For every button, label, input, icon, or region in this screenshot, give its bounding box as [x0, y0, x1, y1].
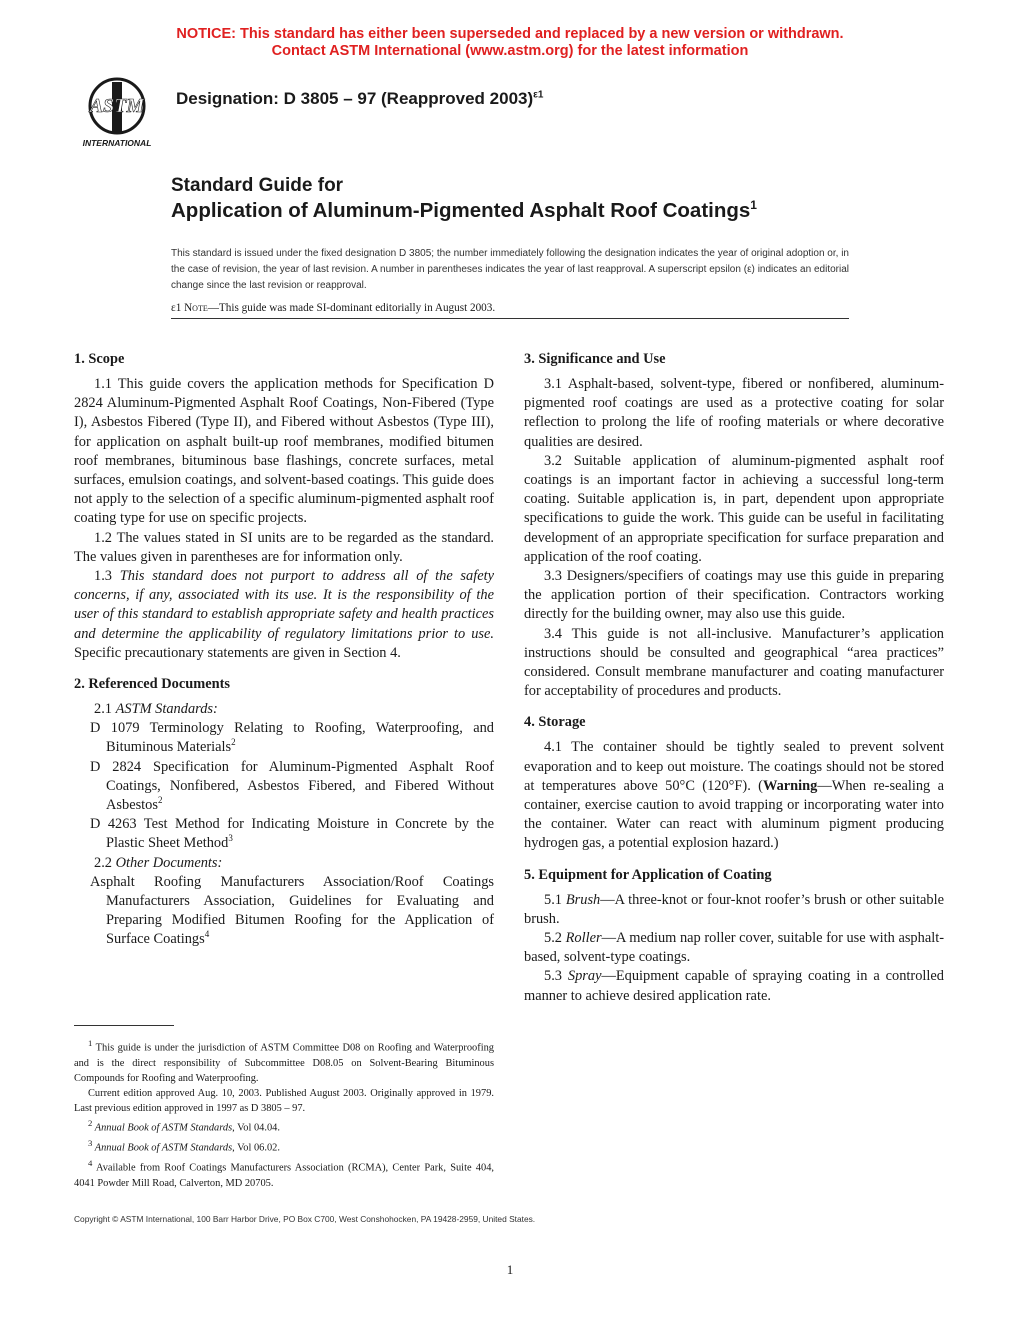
storage-4-1-text: 4.1 The container should be tightly sealed to prevent solvent evaporation and to keep out moisture. The coatings should not be stored at temperatures above 50°C (120°F). ( — [524, 739, 944, 794]
footnote-3-rest: , Vol 06.02. — [232, 1142, 280, 1154]
document-title: Application of Aluminum-Pigmented Asphalt Roof Coatings — [171, 198, 751, 222]
equipment-5-3-num: 5.3 — [544, 968, 568, 985]
right-column — [524, 350, 944, 1006]
notice-line-1: NOTICE: This standard has either been superseded and replaced by a new version or withdrawn. — [176, 26, 844, 42]
reference-d2824-mark: 2 — [157, 795, 163, 806]
copyright: Copyright © ASTM International, 100 Barr Harbor Drive, PO Box C700, West Conshohocken, PA 19428-2959, United States. — [74, 1214, 536, 1224]
significance-3-2: 3.2 Suitable application of aluminum-pigmented asphalt roof coatings is an important factor in achieving a successful long-term coating. Suitable application is, in part, dependent upon appropriate specifications to guide the work. This guide can be useful in facilitating development of an appropriate specification for surface preparation and application of the roof coating. — [524, 452, 944, 565]
significance-3-4: 3.4 This guide is not all-inclusive. Manufacturer’s application instructions should be consulted and geographical “area practices” considered. Consult membrane manufacturer and coating manufacturer for acceptability of procedures and products. — [524, 625, 944, 700]
equipment-5-1-term: Brush — [565, 891, 601, 908]
storage-4-1 — [524, 738, 944, 853]
editorial-note-text: —This guide was made SI-dominant editorially in August 2003. — [207, 302, 496, 314]
footnote-3-mark: 3 — [88, 1138, 93, 1149]
reference-d2824-text: D 2824 Specification for Aluminum-Pigmented Asphalt Roof Coatings, Nonfibered, Asbestos Fibered, and Fibered Without Asbestos — [90, 758, 494, 814]
referenced-2-2-num: 2.2 — [94, 854, 116, 871]
reference-arma-rcma-mark: 4 — [204, 929, 210, 940]
reference-arma-rcma — [90, 873, 494, 950]
footnote-1-edition: Current edition approved Aug. 10, 2003. Published August 2003. Originally approved in 1979. Last previous edition approved in 1997 as D 3805 – 97. — [74, 1088, 494, 1115]
designation-text: Designation: D 3805 – 97 (Reapproved 2003) — [176, 89, 534, 108]
designation — [176, 89, 543, 109]
scope-1-1: 1.1 This guide covers the application methods for Specification D 2824 Aluminum-Pigmented Asphalt Roof Coatings, Non-Fibered (Type I), Asbestos Fibered (Type II), and Fibered without Asbestos (Type III), for application on asphalt built-up roof membranes, modified bitumen roof membranes, bituminous base flashings, concrete surfaces, metal surfaces, emulsion coatings, and solvent-based coatings. This guide does not apply to the selection of a specific aluminum-pigmented asphalt roof coating type for use on specific projects. — [74, 376, 494, 527]
astm-logo — [74, 76, 160, 150]
referenced-2-1 — [74, 700, 494, 719]
footnote-3 — [74, 1136, 494, 1156]
equipment-5-1-text: —A three-knot or four-knot roofer’s brush or other suitable brush. — [524, 891, 944, 927]
storage-heading: 4. Storage — [524, 714, 586, 731]
footnote-3-title: Annual Book of ASTM Standards — [92, 1142, 233, 1154]
reference-arma-rcma-text: Asphalt Roofing Manufacturers Association/Roof Coatings Manufacturers Association, Guidelines for Evaluating and Preparing Modified Bitumen Roofing for the Application of Surface Coatings — [90, 873, 494, 948]
withdrawal-notice — [0, 26, 1020, 60]
storage-warning: Warning — [762, 777, 818, 794]
footnotes — [74, 1036, 494, 1191]
title-line-1: Standard Guide for — [171, 175, 344, 196]
footnote-1-mark: 1 — [88, 1038, 93, 1048]
issued-note: This standard is issued under the fixed designation D 3805; the number immediately following the designation indicates the year of original adoption or, in the case of revision, the year of last revision. A number in parentheses indicates the year of last reapproval. A superscript epsilon (ε) indicates an editorial change since the last revision or reapproval. — [171, 248, 849, 291]
equipment-5-2-term: Roller — [565, 930, 602, 947]
footnote-2-title: Annual Book of ASTM Standards — [92, 1122, 233, 1134]
equipment-5-3 — [524, 967, 944, 1005]
scope-1-3 — [74, 567, 494, 663]
equipment-5-2 — [524, 929, 944, 967]
astm-logo-mark — [74, 76, 160, 150]
referenced-heading: 2. Referenced Documents — [74, 676, 230, 693]
reference-d4263-text: D 4263 Test Method for Indicating Moisture in Concrete by the Plastic Sheet Method — [90, 816, 494, 852]
title-line-2 — [171, 198, 757, 223]
footnote-4-text: Available from Roof Coatings Manufacturers Association (RCMA), Center Park, Suite 404, 4041 Powder Mill Road, Calverton, MD 20705. — [74, 1162, 494, 1189]
reference-d1079 — [90, 719, 494, 757]
referenced-2-1-label: ASTM Standards: — [115, 701, 218, 718]
referenced-2-2-label: Other Documents: — [115, 854, 223, 871]
storage-4-1-rest: —When re-sealing a container, exercise caution to avoid trapping or incorporating water into the container. Water can react with aluminum pigment producing hydrogen gas, a potential explosion hazard.) — [524, 777, 944, 852]
reference-d2824 — [90, 758, 494, 816]
footnote-2 — [74, 1116, 494, 1136]
equipment-5-2-text: —A medium nap roller cover, suitable for use with asphalt-based, solvent-type coatings. — [524, 930, 945, 966]
reference-d1079-mark: 2 — [231, 737, 236, 748]
equipment-5-2-num: 5.2 — [544, 930, 566, 947]
footnote-rule — [74, 1025, 174, 1026]
significance-3-3: 3.3 Designers/specifiers of coatings may use this guide in preparing the application portion of their specification. Contractors working directly for the building owner, may also use this guide. — [524, 568, 944, 623]
footnote-1-text: This guide is under the jurisdiction of ASTM Committee D08 on Roofing and Waterproofing and is the direct responsibility of Subcommittee D08.05 on Solvent-Bearing Bituminous Compounds for Roofing and Waterproofing. — [74, 1042, 494, 1084]
significance-heading: 3. Significance and Use — [524, 351, 666, 367]
referenced-2-2 — [74, 854, 494, 873]
scope-1-3-rest: Specific precautionary statements are given in Section 4. — [74, 644, 401, 661]
reference-d1079-text: D 1079 Terminology Relating to Roofing, Waterproofing, and Bituminous Materials — [90, 720, 494, 756]
equipment-5-3-term: Spray — [567, 968, 602, 985]
equipment-5-1 — [524, 891, 944, 929]
notice-line-2: Contact ASTM International (www.astm.org) for the latest information — [271, 43, 749, 59]
scope-1-3-safety: This standard does not purport to address all of the safety concerns, if any, associated with its use. It is the responsibility of the user of this standard to establish appropriate safety and health practices and determine the applicability of regulatory limitations prior to use. — [74, 568, 494, 642]
footnote-2-mark: 2 — [88, 1118, 93, 1129]
equipment-5-1-num: 5.1 — [544, 891, 566, 908]
scope-heading: 1. Scope — [74, 351, 125, 367]
editorial-note-label: Note — [184, 302, 208, 314]
footnote-4 — [74, 1156, 494, 1191]
footnote-1 — [74, 1036, 494, 1086]
equipment-5-3-text: —Equipment capable of spraying coating in a controlled manner to achieve desired application rate. — [524, 968, 944, 1004]
scope-1-3-num: 1.3 — [94, 568, 120, 585]
reference-d4263 — [90, 815, 494, 853]
page-number: 1 — [506, 1262, 514, 1277]
editorial-note-mark: ε1 — [171, 302, 182, 314]
title-footnote-mark: 1 — [750, 198, 757, 212]
footnote-4-mark: 4 — [88, 1157, 93, 1168]
equipment-heading: 5. Equipment for Application of Coating — [524, 866, 772, 883]
editorial-note — [171, 302, 849, 319]
footnote-2-rest: , Vol 04.04. — [232, 1122, 280, 1134]
referenced-2-1-num: 2.1 — [94, 701, 116, 718]
left-column — [74, 350, 494, 950]
reference-d4263-mark: 3 — [228, 833, 233, 844]
significance-3-1: 3.1 Asphalt-based, solvent-type, fibered or nonfibered, aluminum-pigmented roof coatings are used as a protective coating for solar reflection to prolong the life of roofing materials or where decorative qualities are desired. — [524, 376, 944, 450]
scope-1-2: 1.2 The values stated in SI units are to be regarded as the standard. The values given in parentheses are for information only. — [74, 529, 494, 565]
designation-epsilon: ε1 — [533, 89, 544, 101]
logo-label: INTERNATIONAL — [82, 138, 152, 148]
logo-mark-text: ASTM — [89, 95, 145, 117]
